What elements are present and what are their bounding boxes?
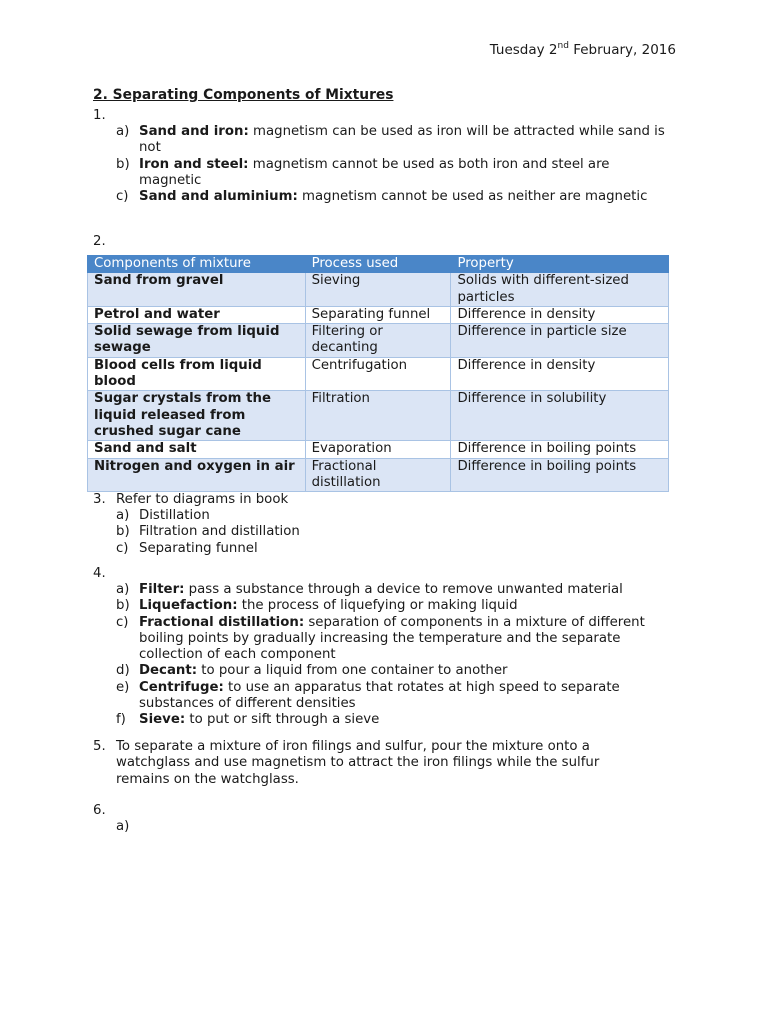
question-4-item	[116, 582, 671, 598]
item-text: magnetism cannot be used as both iron and steel are magnetic	[139, 156, 610, 188]
item-term: Filter:	[139, 582, 185, 597]
item-label: b)	[116, 524, 130, 540]
table-row	[88, 357, 669, 391]
item-term: Sieve:	[139, 712, 186, 728]
question-5-text: To separate a mixture of iron filings and sulfur, pour the mixture onto a watchglass and use magnetism to attract the iron filings while the sulfur remains on the watchglass.	[116, 739, 600, 787]
table-row	[88, 324, 669, 358]
question-1-item	[116, 124, 671, 157]
question-1-list	[116, 124, 671, 205]
table-row	[88, 306, 669, 323]
date-day: Tuesday 2	[489, 42, 558, 58]
question-3-item	[116, 541, 671, 557]
item-label: a)	[116, 508, 130, 523]
table-cell: Blood cells from liquid blood	[88, 357, 306, 391]
item-text: separation of components in a mixture of different boiling points by gradually increasing the temperature and the separate collection of each component	[139, 614, 645, 663]
table-cell: Separating funnel	[305, 306, 451, 323]
item-text: to pour a liquid from one container to another	[197, 663, 508, 679]
item-text: pass a substance through a device to remove unwanted material	[184, 582, 623, 597]
question-4-list	[116, 582, 671, 729]
table-cell: Evaporation	[305, 441, 451, 458]
item-text: the process of liquefying or making liquid	[237, 598, 518, 614]
table-cell: Sand and salt	[88, 441, 306, 458]
column-header: Property	[451, 256, 669, 273]
table-cell: Difference in density	[451, 306, 669, 323]
question-3-number: 3.	[93, 492, 106, 507]
item-text: to put or sift through a sieve	[185, 712, 380, 728]
table-cell: Difference in boiling points	[451, 458, 669, 492]
question-4-number: 4.	[93, 566, 106, 581]
separation-table	[87, 255, 669, 492]
item-label: a)	[116, 582, 130, 597]
section-title: 2. Separating Components of Mixtures	[93, 87, 394, 103]
table-cell: Fractional distillation	[305, 458, 451, 492]
table-cell: Solids with different-sized particles	[451, 273, 669, 307]
item-text: Distillation	[139, 508, 210, 523]
question-3-item	[116, 508, 671, 524]
item-term: Centrifuge:	[139, 679, 224, 695]
item-term: Decant:	[139, 663, 198, 679]
item-text: Filtration and distillation	[139, 524, 300, 540]
question-4-item	[116, 598, 671, 614]
table-cell: Difference in boiling points	[451, 441, 669, 458]
question-2-number: 2.	[93, 234, 106, 249]
table-cell: Difference in particle size	[451, 324, 669, 358]
question-1-item	[116, 189, 671, 205]
item-term: Sand and iron:	[139, 124, 249, 139]
question-4-item	[116, 680, 671, 713]
table-cell: Petrol and water	[88, 306, 306, 323]
question-1-item	[116, 157, 671, 190]
item-label: a)	[116, 124, 130, 139]
table-cell: Solid sewage from liquid sewage	[88, 324, 306, 358]
table-cell: Nitrogen and oxygen in air	[88, 458, 306, 492]
question-3-item	[116, 524, 671, 540]
item-label: b)	[116, 156, 130, 172]
item-label: c)	[116, 614, 129, 630]
question-4-item	[116, 663, 671, 679]
item-label: c)	[116, 540, 129, 556]
item-term: Sand and aluminium:	[139, 189, 298, 205]
column-header: Process used	[305, 256, 451, 273]
table-cell: Sieving	[305, 273, 451, 307]
item-text: magnetism cannot be used as neither are magnetic	[297, 189, 648, 205]
question-5-number: 5.	[93, 739, 106, 754]
question-6-item	[116, 819, 671, 835]
question-1-number: 1.	[93, 108, 106, 123]
table-row	[88, 458, 669, 492]
table-cell: Sugar crystals from the liquid released from crushed sugar cane	[88, 391, 306, 441]
question-4-item	[116, 615, 671, 664]
table-cell: Filtration	[305, 391, 451, 441]
item-label: d)	[116, 663, 130, 679]
item-label: e)	[116, 679, 130, 695]
question-6-number: 6.	[93, 803, 106, 818]
table-cell: Filtering or decanting	[305, 324, 451, 358]
question-4-item	[116, 712, 671, 728]
table-row	[88, 391, 669, 441]
column-header: Components of mixture	[88, 256, 306, 273]
table-cell: Difference in solubility	[451, 391, 669, 441]
question-3	[93, 492, 289, 508]
item-term: Liquefaction:	[139, 598, 238, 614]
table-row	[88, 273, 669, 307]
table-cell: Sand from gravel	[88, 273, 306, 307]
item-text: magnetism can be used as iron will be attracted while sand is not	[139, 124, 665, 156]
question-6-list	[116, 819, 671, 835]
question-3-text: Refer to diagrams in book	[116, 492, 289, 507]
table-cell: Difference in density	[451, 357, 669, 391]
item-label: a)	[116, 819, 130, 834]
date-ordinal-suffix: nd	[557, 40, 569, 51]
question-3-list	[116, 508, 671, 557]
item-text: to use an apparatus that rotates at high speed to separate substances of different densities	[139, 679, 620, 712]
document-date	[490, 42, 676, 58]
table-header-row	[88, 256, 669, 273]
question-5	[93, 739, 638, 788]
item-text: Separating funnel	[139, 540, 258, 556]
item-term: Iron and steel:	[139, 156, 249, 172]
table-row	[88, 441, 669, 458]
date-month-year: February, 2016	[568, 42, 676, 58]
item-label: c)	[116, 189, 129, 205]
item-label: b)	[116, 598, 130, 614]
item-label: f)	[116, 712, 126, 728]
table-cell: Centrifugation	[305, 357, 451, 391]
item-term: Fractional distillation:	[139, 614, 305, 630]
